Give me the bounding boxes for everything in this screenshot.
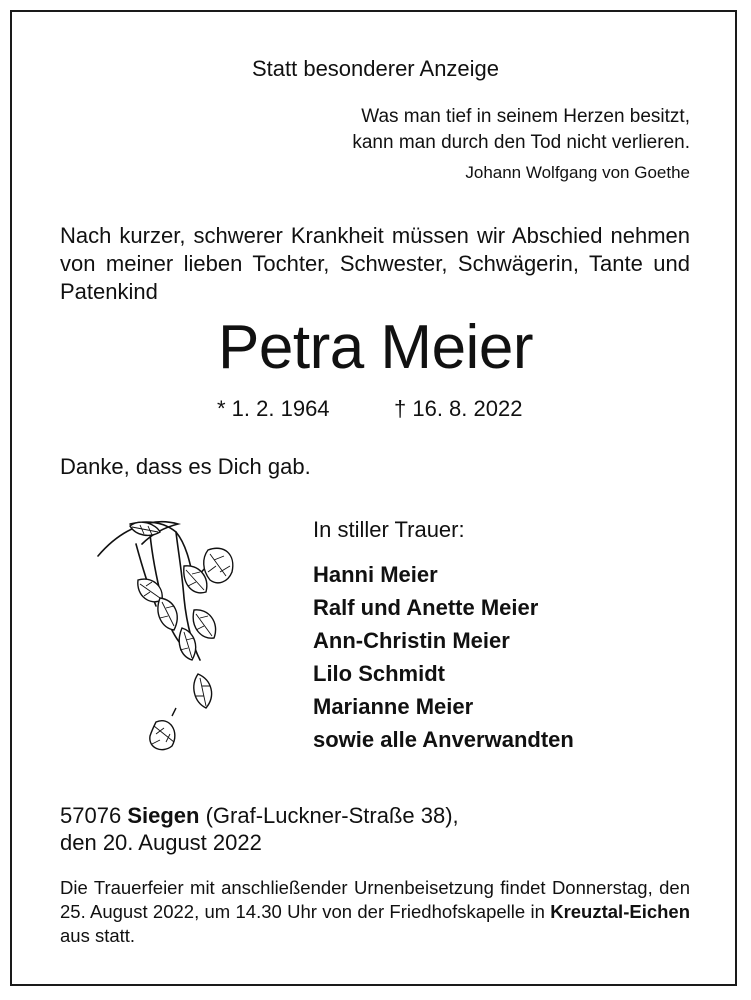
mourner-name: Ralf und Anette Meier	[313, 595, 539, 620]
mourning-label: In stiller Trauer:	[313, 517, 465, 542]
thanks-line: Danke, dass es Dich gab.	[60, 454, 311, 479]
funeral-info	[60, 876, 690, 948]
notice-heading: Statt besonderer Anzeige	[251, 56, 500, 81]
city: Siegen	[127, 803, 200, 828]
quote-author: Johann Wolfgang von Goethe	[465, 163, 690, 182]
mourners-list	[313, 558, 574, 756]
mourner-name: sowie alle Anverwandten	[313, 727, 574, 752]
address-date: den 20. August 2022	[60, 830, 262, 855]
mourner-name: Hanni Meier	[313, 562, 438, 587]
funeral-text: Die Trauerfeier mit anschließender Urnenbeisetzung findet Donnerstag, den 25. August 2022, um 14.30 Uhr von der Friedhofskapelle in	[60, 877, 690, 922]
mourner-name: Ann-Christin Meier	[313, 628, 510, 653]
funeral-text-end: aus statt.	[60, 925, 136, 946]
mourner-name: Marianne Meier	[313, 694, 474, 719]
falling-leaves-icon	[90, 510, 250, 775]
quote-line-1: Was man tief in seinem Herzen besitzt,	[361, 106, 690, 127]
intro-text: Nach kurzer, schwerer Krankheit müssen wir Abschied nehmen von meiner lieben Tochter, Schwester, Schwägerin, Tante und Patenkind	[60, 223, 690, 304]
address-block	[60, 802, 459, 856]
postal-code: 57076	[60, 803, 122, 828]
quote-line-2: kann man durch den Tod nicht verlieren.	[352, 132, 690, 153]
death-date: † 16. 8. 2022	[394, 396, 523, 421]
street: (Graf-Luckner-Straße 38),	[205, 803, 459, 828]
address-line	[60, 802, 459, 829]
mourner-name: Lilo Schmidt	[313, 661, 445, 686]
funeral-place: Kreuztal-Eichen	[550, 901, 691, 922]
birth-date: * 1. 2. 1964	[217, 396, 330, 421]
deceased-name: Petra Meier	[218, 313, 533, 382]
